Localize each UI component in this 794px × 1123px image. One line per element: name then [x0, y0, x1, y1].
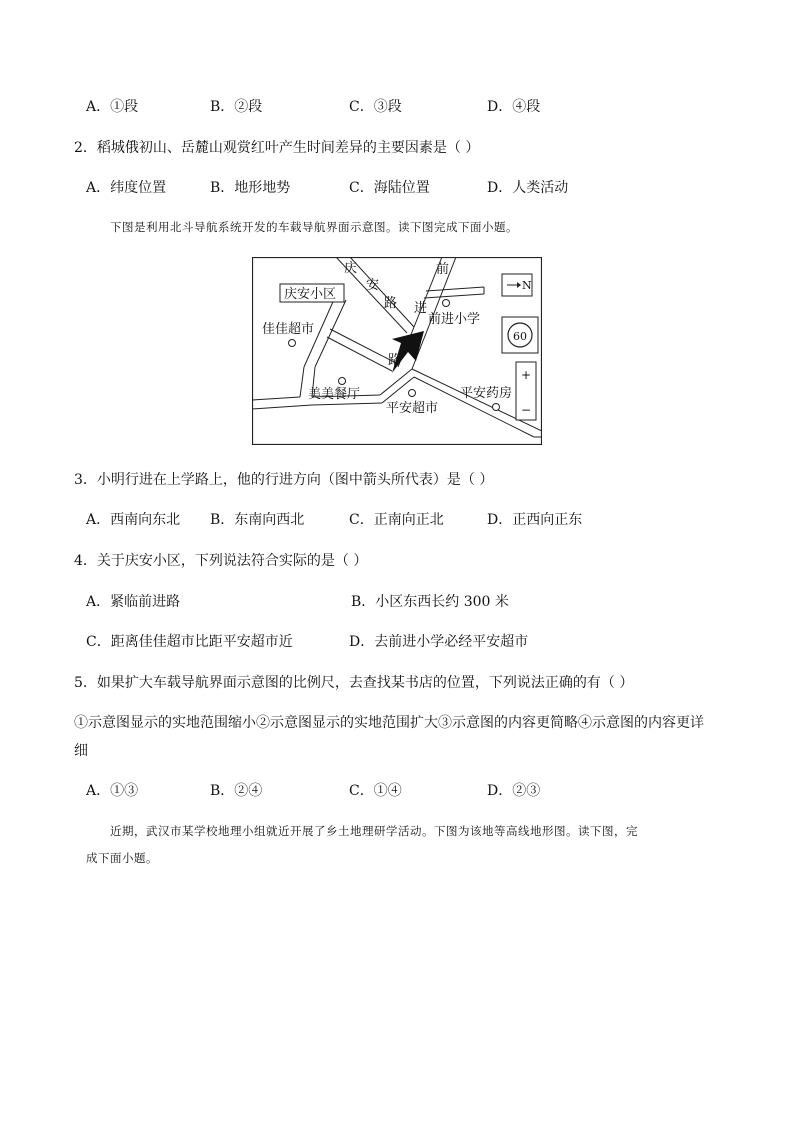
q2-stem: 2．稻城俄初山、岳麓山观赏红叶产生时间差异的主要因素是（ ）: [74, 140, 480, 156]
road-char-qing: 庆: [344, 261, 358, 276]
zoom-out-button[interactable]: −: [521, 403, 532, 417]
meimei-restaurant-marker: [339, 378, 346, 385]
q3-option-c: C．正南向正北: [349, 512, 444, 528]
jiajia-market-label: 佳佳超市: [262, 322, 315, 337]
qianjin-school-marker: [443, 300, 450, 307]
qianjin-school-label: 前进小学: [428, 312, 481, 327]
q2-option-c: C．海陆位置: [349, 180, 430, 196]
intro-contour-line2: 成下面小题。: [86, 851, 158, 865]
q1-option-d: D．④段: [487, 99, 541, 115]
qingan-community-label: 庆安小区: [284, 287, 337, 302]
q5-statement-line2: 细: [74, 743, 88, 759]
q2-option-a: A．纬度位置: [86, 180, 167, 196]
navigation-map: [252, 257, 542, 445]
pingan-pharmacy-label: 平安药房: [460, 386, 513, 401]
navigation-map-svg: [252, 257, 542, 445]
road-char-jin: 进: [414, 301, 428, 316]
q4-stem: 4．关于庆安小区，下列说法符合实际的是（ ）: [74, 553, 368, 569]
road-char-lu1: 路: [384, 296, 398, 311]
q4-option-b: B．小区东西长约 300 米: [351, 594, 509, 610]
meimei-restaurant-label: 美美餐厅: [308, 387, 361, 402]
q5-option-a: A．①③: [86, 783, 139, 799]
q5-option-d: D．②③: [487, 783, 541, 799]
q1-option-c: C．③段: [349, 99, 402, 115]
q1-option-b: B．②段: [210, 99, 263, 115]
q5-stem: 5．如果扩大车载导航界面示意图的比例尺，去查找某书店的位置，下列说法正确的有（ ）: [74, 675, 634, 691]
road-char-an: 安: [366, 278, 380, 293]
q4-option-a: A．紧临前进路: [86, 594, 181, 610]
pingan-market-marker: [409, 390, 416, 397]
q2-option-d: D．人类活动: [487, 180, 569, 196]
road-char-lu2: 路: [388, 353, 402, 368]
q3-option-d: D．正西向正东: [487, 512, 583, 528]
north-label: N: [522, 279, 532, 292]
q4-option-c: C．距离佳佳超市比距平安超市近: [86, 634, 293, 650]
speed-limit-value: 60: [513, 330, 527, 343]
zoom-in-button[interactable]: +: [521, 368, 532, 382]
intro-navigation: 下图是利用北斗导航系统开发的车载导航界面示意图。读下图完成下面小题。: [110, 220, 518, 234]
q2-option-b: B．地形地势: [210, 180, 291, 196]
pingan-pharmacy-marker: [493, 404, 500, 411]
intro-contour: 近期，武汉市某学校地理小组就近开展了乡土地理研学活动。下图为该地等高线地形图。读下图，完: [110, 824, 638, 838]
pingan-market-label: 平安超市: [386, 401, 439, 416]
q4-option-d: D．去前进小学必经平安超市: [349, 634, 529, 650]
q3-option-a: A．西南向东北: [86, 512, 181, 528]
q5-statement-line1: ①示意图显示的实地范围缩小②示意图显示的实地范围扩大③示意图的内容更简略④示意图的内容更详: [74, 715, 704, 731]
q5-option-c: C．①④: [349, 783, 402, 799]
q5-option-b: B．②④: [210, 783, 263, 799]
q1-option-a: A．①段: [86, 99, 139, 115]
q3-option-b: B．东南向西北: [210, 512, 305, 528]
road-char-qian: 前: [436, 262, 450, 277]
jiajia-market-marker: [289, 340, 296, 347]
q3-stem: 3．小明行进在上学路上，他的行进方向（图中箭头所代表）是（ ）: [74, 472, 494, 488]
